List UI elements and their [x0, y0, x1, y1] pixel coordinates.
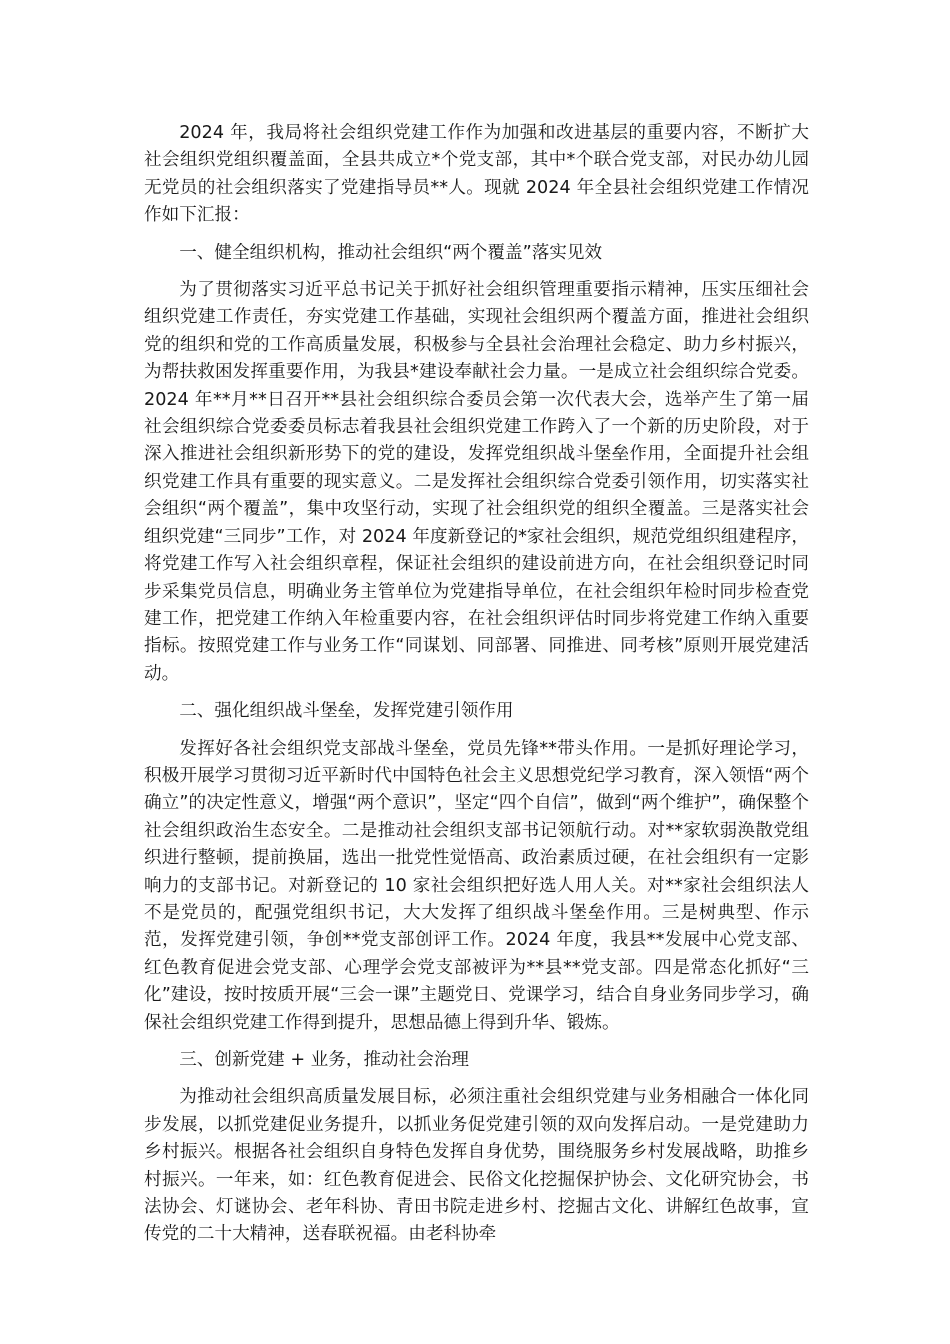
intro-paragraph: 2024 年，我局将社会组织党建工作作为加强和改进基层的重要内容，不断扩大社会组织党组织覆盖面，全县共成立*个党支部，其中*个联合党支部，对民办幼儿园无党员的社会组织落实了党建指导员**人。现就 2024 年全县社会组织党建工作情况作如下汇报： [144, 123, 809, 226]
section-3-body: 为推动社会组织高质量发展目标，必须注重社会组织党建与业务相融合一体化同步发展，以抓党建促业务提升，以抓业务促党建引领的双向发挥启动。一是党建助力乡村振兴。根据各社会组织自身特色发挥自身优势，围绕服务乡村发展战略，助推乡村振兴。一年来，如：红色教育促进会、民俗文化挖掘保护协会、文化研究协会，书法协会、灯谜协会、老年科协、青田书院走进乡村、挖掘古文化、讲解红色故事，宣传党的二十大精神，送春联祝福。由老科协牵 [144, 1087, 809, 1245]
section-2-body: 发挥好各社会组织党支部战斗堡垒，党员先锋**带头作用。一是抓好理论学习，积极开展学习贯彻习近平新时代中国特色社会主义思想党纪学习教育，深入领悟“两个确立”的决定性意义，增强“两个意识”，坚定“四个自信”，做到“两个维护”，确保整个社会组织政治生态安全。二是推动社会组织支部书记领航行动。对**家软弱涣散党组织进行整顿，提前换届，选出一批党性觉悟高、政治素质过硬，在社会组织有一定影响力的支部书记。对新登记的 10 家社会组织把好选人用人关。对**家社会组织法人不是党员的，配强党组织书记，大大发挥了组织战斗堡垒作用。三是树典型、作示范，发挥党建引领，争创**党支部创评工作。2024 年度，我县**发展中心党支部、红色教育促进会党支部、心理学会党支部被评为**县**党支部。四是常态化抓好“三化”建设，按时按质开展“三会一课”主题党日、党课学习，结合自身业务同步学习，确保社会组织党建工作得到提升，思想品德上得到升华、锻炼。 [144, 738, 809, 1033]
section-1-body: 为了贯彻落实习近平总书记关于抓好社会组织管理重要指示精神，压实压细社会组织党建工作责任，夯实党建工作基础，实现社会组织两个覆盖方面，推进社会组织党的组织和党的工作高质量发展，积极参与全县社会治理社会稳定、助力乡村振兴，为帮扶救困发挥重要作用，为我县*建设奉献社会力量。一是成立社会组织综合党委。2024 年**月**日召开**县社会组织综合委员会第一次代表大会，选举产生了第一届社会组织综合党委委员标志着我县社会组织党建工作跨入了一个新的历史阶段，对于深入推进社会组织新形势下的党的建设，发挥党组织战斗堡垒作用，全面提升社会组织党建工作具有重要的现实意义。二是发挥社会组织综合党委引领作用，切实落实社会组织“两个覆盖”，集中攻坚行动，实现了社会组织党的组织全覆盖。三是落实社会组织党建“三同步”工作，对 2024 年度新登记的*家社会组织，规范党组织组建程序，将党建工作写入社会组织章程，保证社会组织的建设前进方向，在社会组织登记时同步采集党员信息，明确业务主管单位为党建指导单位，在社会组织年检时同步检查党建工作，把党建工作纳入年检重要内容，在社会组织评估时同步将党建工作纳入重要指标。按照党建工作与业务工作“同谋划、同部署、同推进、同考核”原则开展党建活动。 [144, 280, 809, 684]
section-3-heading: 三、创新党建 + 业务，推动社会治理 [179, 1050, 470, 1070]
section-2-heading: 二、强化组织战斗堡垒，发挥党建引领作用 [179, 701, 514, 722]
section-1-heading: 一、健全组织机构，推动社会组织“两个覆盖”落实见效 [179, 242, 603, 263]
document-page [144, 120, 809, 1249]
